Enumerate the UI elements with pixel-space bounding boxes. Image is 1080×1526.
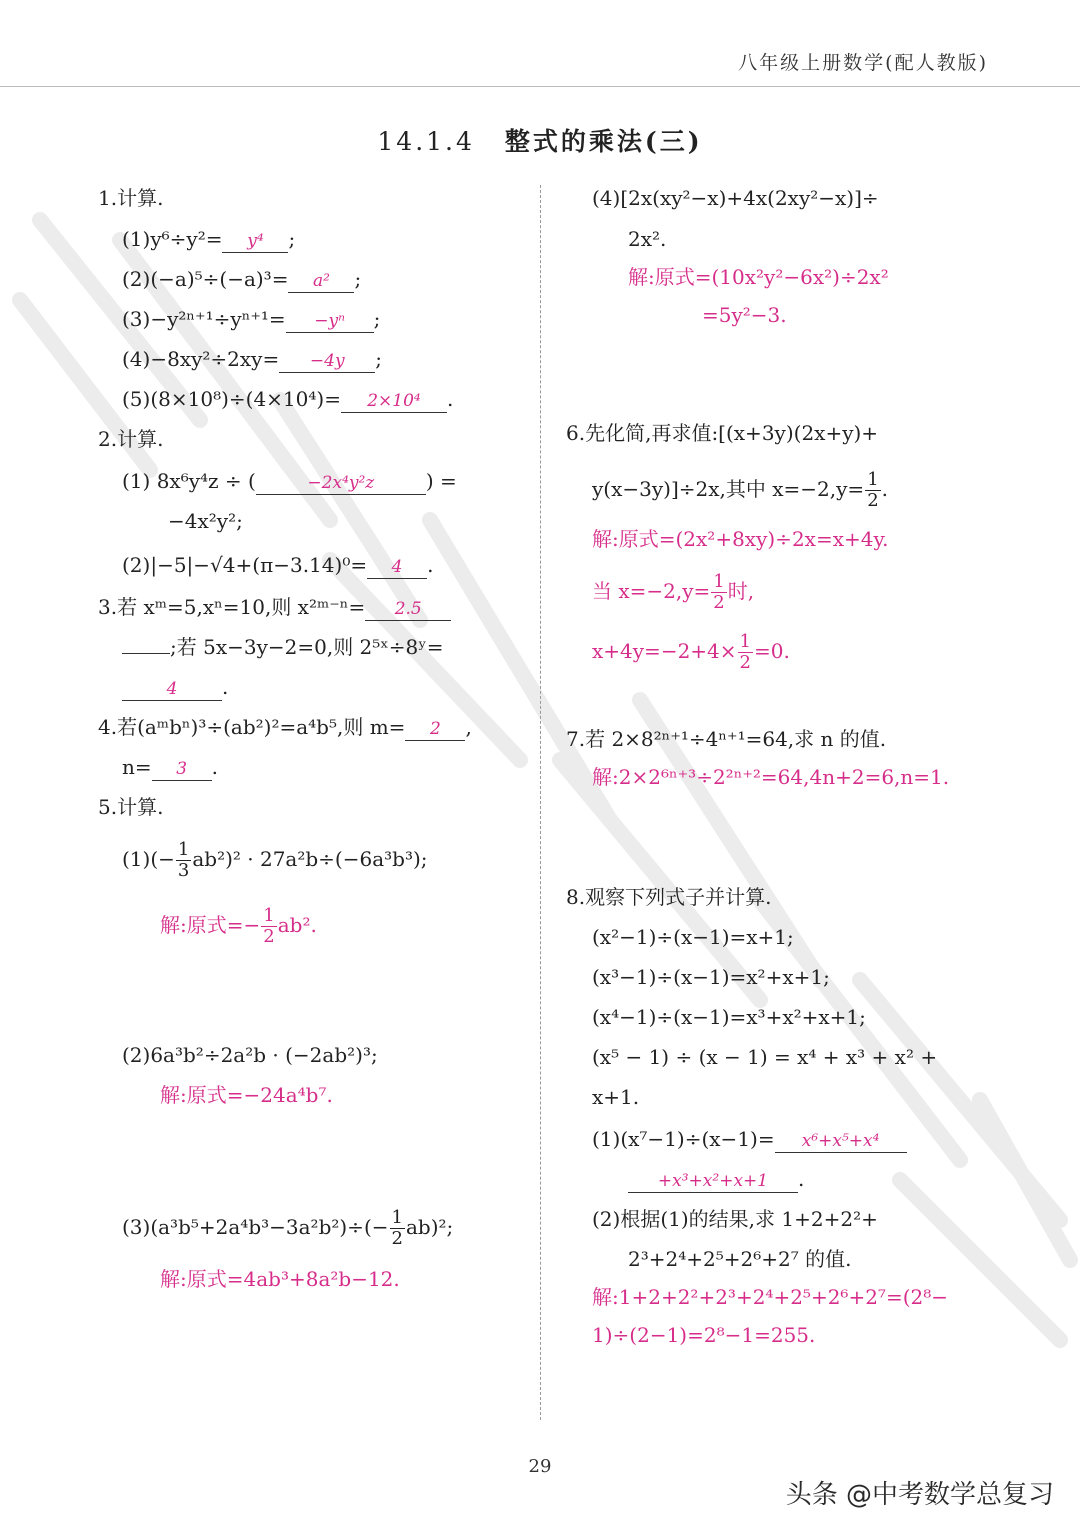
q4-line1: 4.若(aᵐbⁿ)³÷(ab²)²=a⁴b⁵,则 m= 2 , <box>98 715 472 739</box>
q8-p1-cont: +x³+x²+x+1 . <box>628 1166 804 1193</box>
q8-l1: (x²−1)÷(x−1)=x+1; <box>592 925 794 949</box>
q5-p1-solution: 解:原式=− $\frac{1}{2}$ ab². <box>160 905 317 947</box>
q1-p1: (1)y⁶÷y²= y⁴ ; <box>122 227 296 251</box>
q2-p1-cont: −4x²y²; <box>168 509 243 533</box>
q1-p3-answer: −yⁿ <box>286 310 374 333</box>
q8-l2: (x³−1)÷(x−1)=x²+x+1; <box>592 965 830 989</box>
q2-p1: (1) 8x⁶y⁴z ÷ ( −2x⁴y²z ) = <box>122 469 457 493</box>
watermark-text: 头条 @中考数学总复习 <box>785 1480 1054 1510</box>
q1-p1-answer: y⁴ <box>222 230 288 253</box>
q1-p2: (2)(−a)⁵÷(−a)³= a² ; <box>122 267 362 291</box>
q1-p4-answer: −4y <box>279 350 375 373</box>
q5-p3: (3)(a³b⁵+2a⁴b³−3a²b²)÷(− $\frac{1}{2}$ ab)²; <box>122 1207 454 1249</box>
q8-l3: (x⁴−1)÷(x−1)=x³+x²+x+1; <box>592 1005 866 1029</box>
q5-p4-line2: 2x². <box>628 227 667 251</box>
page-number: 29 <box>528 1456 552 1477</box>
q8-p2-line1: (2)根据(1)的结果,求 1+2+2²+ <box>592 1207 878 1231</box>
q8-p2-line2: 2³+2⁴+2⁵+2⁶+2⁷ 的值. <box>628 1247 852 1271</box>
q5-p2-solution: 解:原式=−24a⁴b⁷. <box>160 1083 333 1107</box>
q6-solution2: 当 x=−2,y= $\frac{1}{2}$ 时, <box>592 571 755 613</box>
q1-p5: (5)(8×10⁸)÷(4×10⁴)= 2×10⁴ . <box>122 387 454 411</box>
q5-p4-solution2: =5y²−3. <box>702 303 787 327</box>
section-number: 14.1.4 <box>377 127 475 156</box>
q8-p1-answer1: x⁶+x⁵+x⁴ <box>775 1130 907 1153</box>
q2-label: 2.计算. <box>98 427 164 451</box>
q4-answer2: 3 <box>152 758 212 781</box>
q3-line1: 3.若 xᵐ=5,xⁿ=10,则 x²ᵐ⁻ⁿ= 2.5 <box>98 594 451 621</box>
q3-answer2: 4 <box>122 678 222 701</box>
q1-p5-answer: 2×10⁴ <box>341 390 447 413</box>
q8-solution1: 解:1+2+2²+2³+2⁴+2⁵+2⁶+2⁷=(2⁸− <box>592 1285 949 1309</box>
book-header: 八年级上册数学(配人教版) <box>738 52 988 74</box>
q8-p1-answer2: +x³+x²+x+1 <box>628 1170 798 1193</box>
q3-answer1: 2.5 <box>365 598 451 621</box>
q5-p2: (2)6a³b²÷2a²b · (−2ab²)³; <box>122 1043 378 1067</box>
q8-p1: (1)(x⁷−1)÷(x−1)= x⁶+x⁵+x⁴ <box>592 1126 907 1153</box>
q7-line: 7.若 2×8²ⁿ⁺¹÷4ⁿ⁺¹=64,求 n 的值. <box>566 727 887 751</box>
q8-solution2: 1)÷(2−1)=2⁸−1=255. <box>592 1323 816 1347</box>
q6-line2: y(x−3y)]÷2x,其中 x=−2,y= $\frac{1}{2}$ . <box>592 469 888 511</box>
q1-p3: (3)−y²ⁿ⁺¹÷yⁿ⁺¹= −yⁿ ; <box>122 307 381 331</box>
q4-line2: n= 3 . <box>122 755 218 779</box>
q5-p4-line1: (4)[2x(xy²−x)+4x(2xy²−x)]÷ <box>592 186 879 210</box>
q8-l4: (x⁵ − 1) ÷ (x − 1) = x⁴ + x³ + x² + <box>592 1045 938 1069</box>
q3-line2: ;若 5x−3y−2=0,则 2⁵ˣ÷8ʸ= <box>122 634 444 660</box>
q2-p1-answer: −2x⁴y²z <box>256 472 426 495</box>
q2-p2-answer: 4 <box>367 556 427 579</box>
q5-p3-solution: 解:原式=4ab³+8a²b−12. <box>160 1267 400 1291</box>
header-rule <box>0 86 1080 87</box>
q7-solution: 解:2×2⁶ⁿ⁺³÷2²ⁿ⁺²=64,4n+2=6,n=1. <box>592 765 950 789</box>
q1-label: 1.计算. <box>98 186 164 210</box>
q8-label: 8.观察下列式子并计算. <box>566 885 772 909</box>
q6-line1: 6.先化简,再求值:[(x+3y)(2x+y)+ <box>566 421 879 445</box>
section-title-text: 整式的乘法(三) <box>504 127 703 156</box>
q6-solution3: x+4y=−2+4× $\frac{1}{2}$ =0. <box>592 631 790 673</box>
q5-p4-solution1: 解:原式=(10x²y²−6x²)÷2x² <box>628 265 889 289</box>
q8-l5: x+1. <box>592 1085 640 1109</box>
q1-p2-answer: a² <box>288 270 354 293</box>
column-divider <box>540 185 541 1420</box>
q3-line3: 4 . <box>122 674 228 701</box>
section-title <box>0 122 1080 158</box>
q2-p2: (2)|−5|−√4+(π−3.14)⁰= 4 . <box>122 553 434 577</box>
q5-p1: (1)(− $\frac{1}{3}$ ab²)² · 27a²b÷(−6a³b³); <box>122 839 428 881</box>
q4-answer1: 2 <box>405 718 465 741</box>
q5-label: 5.计算. <box>98 795 164 819</box>
q6-solution1: 解:原式=(2x²+8xy)÷2x=x+4y. <box>592 527 889 551</box>
q1-p4: (4)−8xy²÷2xy= −4y ; <box>122 347 382 371</box>
